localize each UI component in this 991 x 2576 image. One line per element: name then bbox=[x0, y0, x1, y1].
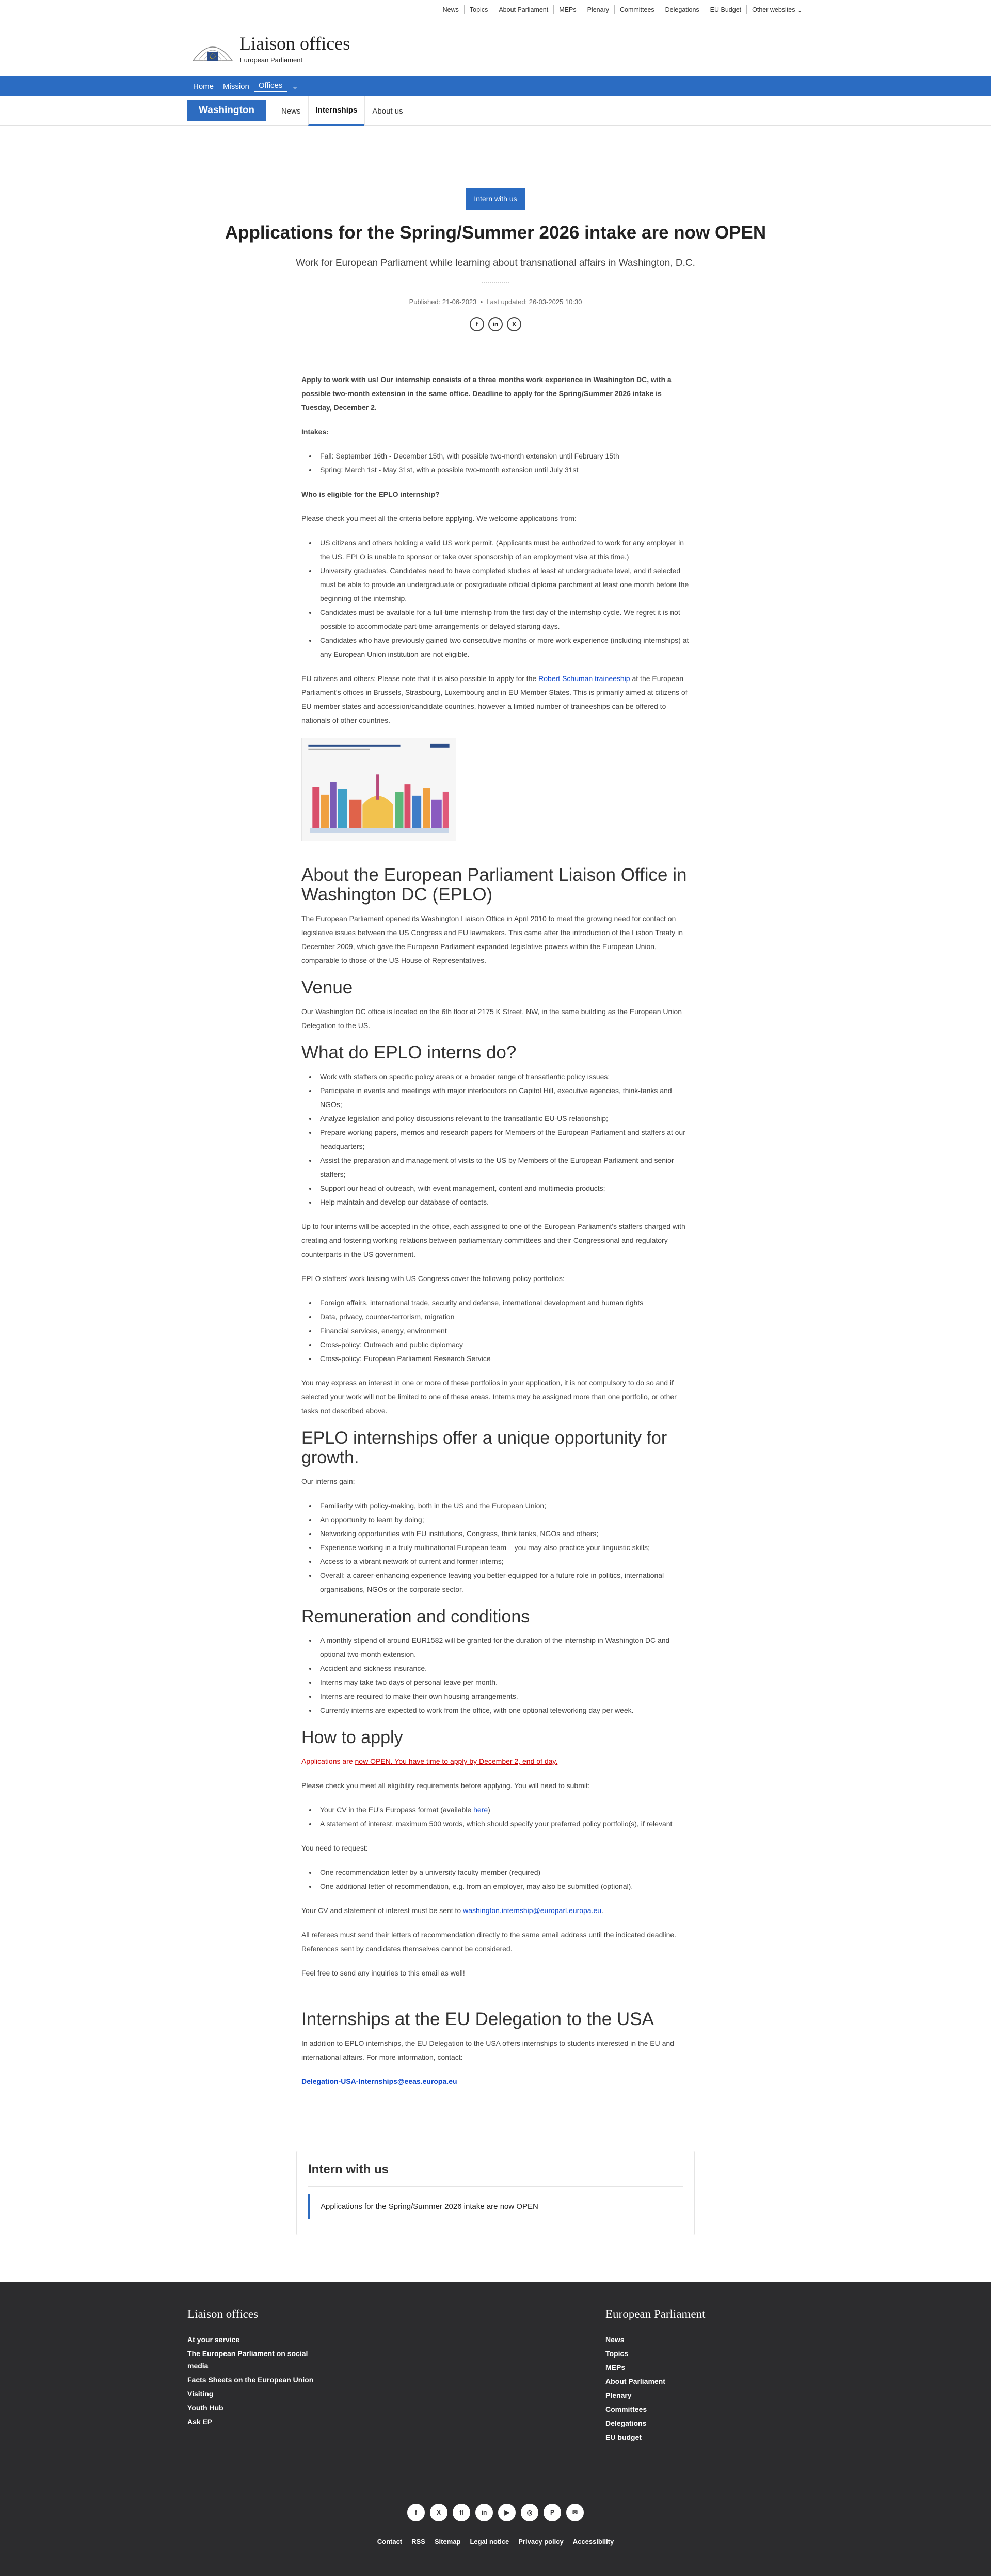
share-bar bbox=[0, 317, 991, 331]
article-hero bbox=[0, 126, 991, 331]
footer-link[interactable]: Committees bbox=[605, 2405, 647, 2413]
footer-right-column bbox=[605, 2308, 706, 2445]
footer-link[interactable]: Facts Sheets on the European Union bbox=[187, 2376, 314, 2384]
internship-email-link[interactable]: washington.internship@europarl.europa.eu bbox=[463, 1906, 602, 1915]
eligibility-heading: Who is eligible for the EPLO internship? bbox=[301, 490, 440, 498]
nav-offices[interactable]: Offices bbox=[254, 81, 287, 92]
nav-mission[interactable]: Mission bbox=[223, 82, 249, 91]
application-status bbox=[301, 1755, 690, 1768]
logo-title: Liaison offices bbox=[239, 33, 350, 54]
footer-link[interactable]: Visiting bbox=[187, 2390, 214, 2398]
send-text-end: . bbox=[601, 1906, 603, 1915]
portfolios-list bbox=[317, 1296, 690, 1366]
topnav-meps[interactable]: MEPs bbox=[559, 6, 577, 13]
list-item: • A statement of interest, maximum 500 words, which should specify your preferred policy portfolio(s), if relevant bbox=[317, 1817, 690, 1831]
list-item: • University graduates. Candidates need to have completed studies at least at undergraduate level, and if selected must be able to provide an undergraduate or postgraduate official diploma parchment at least one month before the beginning of the internship. bbox=[317, 564, 690, 606]
list-item: • Financial services, energy, environment bbox=[317, 1324, 690, 1338]
eligibility-list bbox=[317, 536, 690, 661]
publish-meta: Published: 21-06-2023 • Last updated: 26-03-2025 10:30 bbox=[409, 298, 582, 306]
tab-about-us[interactable]: About us bbox=[364, 96, 410, 126]
list-item: • Prepare working papers, memos and research papers for Members of the European Parliament and staffers at our headquarters; bbox=[317, 1126, 690, 1153]
list-item: • Analyze legislation and policy discussions relevant to the transatlantic EU-US relationship; bbox=[317, 1112, 690, 1126]
duties-paragraph: You may express an interest in one or more of these portfolios in your application, it is not compulsory to do so and if selected your work will not be limited to one of these areas. Interns may be assigned more than one portfolio, or other tasks not described above. bbox=[301, 1379, 677, 1415]
pinterest-icon[interactable]: P bbox=[544, 2504, 561, 2521]
schuman-traineeship-link[interactable]: Robert Schuman traineeship bbox=[538, 674, 630, 683]
remuneration-heading: Remuneration and conditions bbox=[301, 1607, 530, 1626]
topnav-delegations[interactable]: Delegations bbox=[665, 6, 699, 13]
europass-link[interactable]: here bbox=[473, 1806, 488, 1814]
list-item: • One additional letter of recommendation, e.g. from an employer, may also be submitted (optional). bbox=[317, 1879, 690, 1893]
list-item: • Familiarity with policy-making, both in the US and the European Union; bbox=[317, 1499, 690, 1513]
list-item: • Support our head of outreach, with event management, content and multimedia products; bbox=[317, 1181, 690, 1195]
office-name-button[interactable]: Washington bbox=[187, 100, 266, 121]
topnav-budget[interactable]: EU Budget bbox=[710, 6, 742, 13]
email-icon[interactable]: ✉ bbox=[566, 2504, 584, 2521]
footer-privacy-link[interactable]: Privacy policy bbox=[518, 2538, 564, 2546]
footer-sitemap-link[interactable]: Sitemap bbox=[434, 2538, 461, 2546]
intakes-heading: Intakes: bbox=[301, 428, 329, 436]
list-item: • Participate in events and meetings with major interlocutors on Capitol Hill, executive agencies, think-tanks and NGOs; bbox=[317, 1084, 690, 1112]
list-item: • Currently interns are expected to work from the office, with one optional teleworking day per week. bbox=[317, 1703, 690, 1717]
footer-link[interactable]: News bbox=[605, 2335, 625, 2344]
remuneration-list bbox=[317, 1634, 690, 1717]
footer-link[interactable]: EU budget bbox=[605, 2433, 642, 2441]
list-item: • Access to a vibrant network of current and former interns; bbox=[317, 1555, 690, 1569]
note-text: EU citizens and others: Please note that it is also possible to apply for the bbox=[301, 674, 539, 683]
list-item: • An opportunity to learn by doing; bbox=[317, 1513, 690, 1527]
footer-link[interactable]: Topics bbox=[605, 2349, 629, 2358]
list-item: • Candidates who have previously gained two consecutive months or more work experience (including internships) at any European Union institution are not eligible. bbox=[317, 634, 690, 661]
list-item: • Overall: a career-enhancing experience leaving you better-equipped for a future role in politics, international organisations, NGOs or the corporate sector. bbox=[317, 1569, 690, 1597]
send-text: Your CV and statement of interest must be sent to bbox=[301, 1906, 463, 1915]
list-item: • Interns are required to make their own housing arrangements. bbox=[317, 1689, 690, 1703]
linkedin-share-icon[interactable]: in bbox=[488, 317, 503, 331]
footer-link[interactable]: Delegations bbox=[605, 2419, 647, 2427]
list-item: • Spring: March 1st - May 31st, with a possible two-month extension until July 31st bbox=[317, 463, 690, 477]
intro-text: Apply to work with us! Our internship consists of a three months work experience in Washington DC, with a possible two-month extension in the same office. Deadline to apply for the Spring/Summer 2026 intake is Tuesday, December 2. bbox=[301, 375, 672, 412]
footer-legal-link[interactable]: Legal notice bbox=[470, 2538, 509, 2546]
eligibility-note bbox=[301, 672, 690, 728]
footer-link[interactable]: At your service bbox=[187, 2335, 240, 2344]
list-item: • Candidates must be available for a full-time internship from the first day of the internship cycle. We regret it is not possible to accommodate part-time arrangements or delayed starting days. bbox=[317, 606, 690, 634]
duties-paragraph: Up to four interns will be accepted in the office, each assigned to one of the European Parliament's staffers charged with creating and fostering working relations between parliamentary committees and their Congressional and regulatory counterparts in the US government. bbox=[301, 1222, 685, 1258]
cv-text-end: ) bbox=[488, 1806, 490, 1814]
page-title: Applications for the Spring/Summer 2026 intake are now OPEN bbox=[225, 223, 766, 243]
about-heading: About the European Parliament Liaison Office in Washington DC (EPLO) bbox=[301, 865, 687, 905]
facebook-icon[interactable]: f bbox=[407, 2504, 425, 2521]
footer-link[interactable]: Ask EP bbox=[187, 2417, 213, 2426]
venue-heading: Venue bbox=[301, 977, 353, 998]
chevron-down-icon: ⌄ bbox=[797, 6, 803, 14]
note-text: at the European Parliament's offices in Brussels, Strasbourg, Luxembourg and in EU Member States. This is primarily aimed at citizens of EU member states and accession/candidate countries, however a limited number of traineeships can be offered to nationals of other countries. bbox=[301, 674, 688, 724]
list-item: • Experience working in a truly multinational European team – you may also practice your linguistic skills; bbox=[317, 1541, 690, 1555]
delegation-email-link[interactable]: Delegation-USA-Internships@eeas.europa.eu bbox=[301, 2077, 457, 2085]
duties-heading: What do EPLO interns do? bbox=[301, 1042, 517, 1063]
duties-list bbox=[317, 1070, 690, 1209]
list-item: • Assist the preparation and management of visits to the US by Members of the European Parliament and senior staffers; bbox=[317, 1153, 690, 1181]
duties-paragraph: EPLO staffers' work liaising with US Congress cover the following policy portfolios: bbox=[301, 1274, 565, 1283]
footer-rss-link[interactable]: RSS bbox=[411, 2538, 425, 2546]
footer-title: European Parliament bbox=[605, 2308, 706, 2320]
list-item: • Fall: September 16th - December 15th, with possible two-month extension until February 15th bbox=[317, 449, 690, 463]
list-item: • US citizens and others holding a valid US work permit. (Applicants must be authorized to work for any employer in the US. EPLO is unable to sponsor or take over sponsorship of an employment visa at this time.) bbox=[317, 536, 690, 564]
footer-contact-link[interactable]: Contact bbox=[377, 2538, 403, 2546]
topnav-plenary[interactable]: Plenary bbox=[587, 6, 609, 13]
intern-with-us-button[interactable]: Intern with us bbox=[466, 188, 524, 210]
footer-left-column bbox=[187, 2308, 322, 2429]
topnav-about[interactable]: About Parliament bbox=[499, 6, 549, 13]
list-item: • Work with staffers on specific policy areas or a broader range of transatlantic policy issues; bbox=[317, 1070, 690, 1084]
opportunity-list bbox=[317, 1499, 690, 1597]
delegation-text: In addition to EPLO internships, the EU Delegation to the USA offers internships to students interested in the EU and international affairs. For more information, contact: bbox=[301, 2039, 674, 2061]
youtube-icon[interactable]: ▶ bbox=[498, 2504, 516, 2521]
x-icon[interactable]: X bbox=[430, 2504, 447, 2521]
flickr-icon[interactable]: fl bbox=[453, 2504, 470, 2521]
nav-home[interactable]: Home bbox=[193, 82, 214, 91]
logo-subtitle: European Parliament bbox=[239, 56, 303, 64]
topnav-other-websites[interactable] bbox=[747, 6, 808, 14]
x-share-icon[interactable]: X bbox=[507, 317, 521, 331]
washington-skyline-image bbox=[301, 738, 456, 841]
footer-accessibility-link[interactable]: Accessibility bbox=[572, 2538, 614, 2546]
list-item bbox=[317, 1803, 690, 1817]
opportunity-heading: EPLO internships offer a unique opportunity for growth. bbox=[301, 1428, 667, 1467]
delegation-heading: Internships at the EU Delegation to the USA bbox=[301, 2009, 654, 2029]
chevron-down-icon[interactable]: ⌄ bbox=[292, 82, 298, 91]
cv-text: Your CV in the EU's Europass format (available bbox=[320, 1806, 474, 1814]
site-footer bbox=[0, 2282, 991, 2576]
topnav-topics[interactable]: Topics bbox=[469, 6, 488, 13]
footer-link[interactable]: About Parliament bbox=[605, 2377, 665, 2385]
list-item: • Interns may take two days of personal leave per month. bbox=[317, 1676, 690, 1689]
topnav-news[interactable]: News bbox=[442, 6, 459, 13]
list-item: • Cross-policy: Outreach and public diplomacy bbox=[317, 1338, 690, 1352]
apply-paragraph: You need to request: bbox=[301, 1844, 368, 1852]
list-item: • Networking opportunities with EU institutions, Congress, think tanks, NGOs and others; bbox=[317, 1527, 690, 1541]
main-nav bbox=[0, 76, 991, 96]
logo-text bbox=[239, 34, 350, 64]
apply-paragraph: Feel free to send any inquiries to this email as well! bbox=[301, 1969, 465, 1977]
card-title: Intern with us bbox=[308, 2162, 683, 2187]
list-item: • Help maintain and develop our database of contacts. bbox=[317, 1195, 690, 1209]
submit-list bbox=[317, 1803, 690, 1831]
list-item: • One recommendation letter by a university faculty member (required) bbox=[317, 1866, 690, 1879]
tab-news[interactable]: News bbox=[274, 96, 308, 126]
list-item: • Foreign affairs, international trade, security and defense, international development and human rights bbox=[317, 1296, 690, 1310]
venue-text: Our Washington DC office is located on the 6th floor at 2175 K Street, NW, in the same building as the European Union Delegation to the US. bbox=[301, 1007, 682, 1030]
divider bbox=[482, 282, 509, 283]
send-instructions bbox=[301, 1904, 690, 1918]
footer-bottom-links bbox=[0, 2538, 991, 2546]
apply-heading: How to apply bbox=[301, 1728, 403, 1747]
office-tabs bbox=[274, 96, 410, 126]
list-item: • A monthly stipend of around EUR1582 will be granted for the duration of the internship in Washington DC and optional two-month extension. bbox=[317, 1634, 690, 1662]
related-card bbox=[296, 2151, 695, 2235]
linkedin-icon[interactable]: in bbox=[475, 2504, 493, 2521]
status-deadline: now OPEN. You have time to apply by December 2, end of day. bbox=[355, 1757, 558, 1765]
list-item: • Data, privacy, counter-terrorism, migration bbox=[317, 1310, 690, 1324]
instagram-icon[interactable]: ◎ bbox=[521, 2504, 538, 2521]
topnav-committees[interactable]: Committees bbox=[619, 6, 654, 13]
footer-title: Liaison offices bbox=[187, 2308, 258, 2320]
status-text: Applications are bbox=[301, 1757, 355, 1765]
office-subnav bbox=[0, 96, 991, 126]
opportunity-intro: Our interns gain: bbox=[301, 1477, 355, 1485]
list-item: • Accident and sickness insurance. bbox=[317, 1662, 690, 1676]
social-links bbox=[0, 2504, 991, 2521]
about-text: The European Parliament opened its Washington Liaison Office in April 2010 to meet the growing need for contact on legislative issues between the US Congress and EU lawmakers. This came after the introduction of the Lisbon Treaty in December 2009, which gave the European Parliament expanded legislative powers within the European Union, comparable to those of the US House of Representatives. bbox=[301, 914, 683, 965]
tab-internships[interactable]: Internships bbox=[308, 96, 365, 126]
apply-paragraph: All referees must send their letters of recommendation directly to the same email address until the indicated deadline. References sent by candidates themselves cannot be considered. bbox=[301, 1931, 677, 1953]
apply-paragraph: Please check you meet all eligibility requirements before applying. You will need to submit: bbox=[301, 1781, 590, 1790]
page-lead: Work for European Parliament while learning about transnational affairs in Washington, D.C. bbox=[296, 258, 695, 268]
request-list bbox=[317, 1866, 690, 1893]
article-body bbox=[301, 373, 690, 2089]
site-header bbox=[0, 20, 991, 76]
eligibility-intro: Please check you meet all the criteria before applying. We welcome applications from: bbox=[301, 514, 577, 523]
top-nav bbox=[0, 0, 991, 20]
list-item: • Cross-policy: European Parliament Research Service bbox=[317, 1352, 690, 1366]
topnav-other-label: Other websites bbox=[752, 6, 795, 13]
footer-link[interactable]: Youth Hub bbox=[187, 2404, 223, 2412]
parliament-emblem-icon bbox=[192, 36, 233, 62]
footer-link[interactable]: MEPs bbox=[605, 2363, 626, 2372]
site-logo[interactable] bbox=[192, 34, 350, 64]
facebook-share-icon[interactable]: f bbox=[470, 317, 484, 331]
card-item-link[interactable]: Applications for the Spring/Summer 2026 intake are now OPEN bbox=[308, 2194, 683, 2219]
footer-link[interactable]: Plenary bbox=[605, 2391, 632, 2399]
footer-link[interactable]: The European Parliament on social media bbox=[187, 2349, 308, 2370]
intakes-list bbox=[317, 449, 690, 477]
